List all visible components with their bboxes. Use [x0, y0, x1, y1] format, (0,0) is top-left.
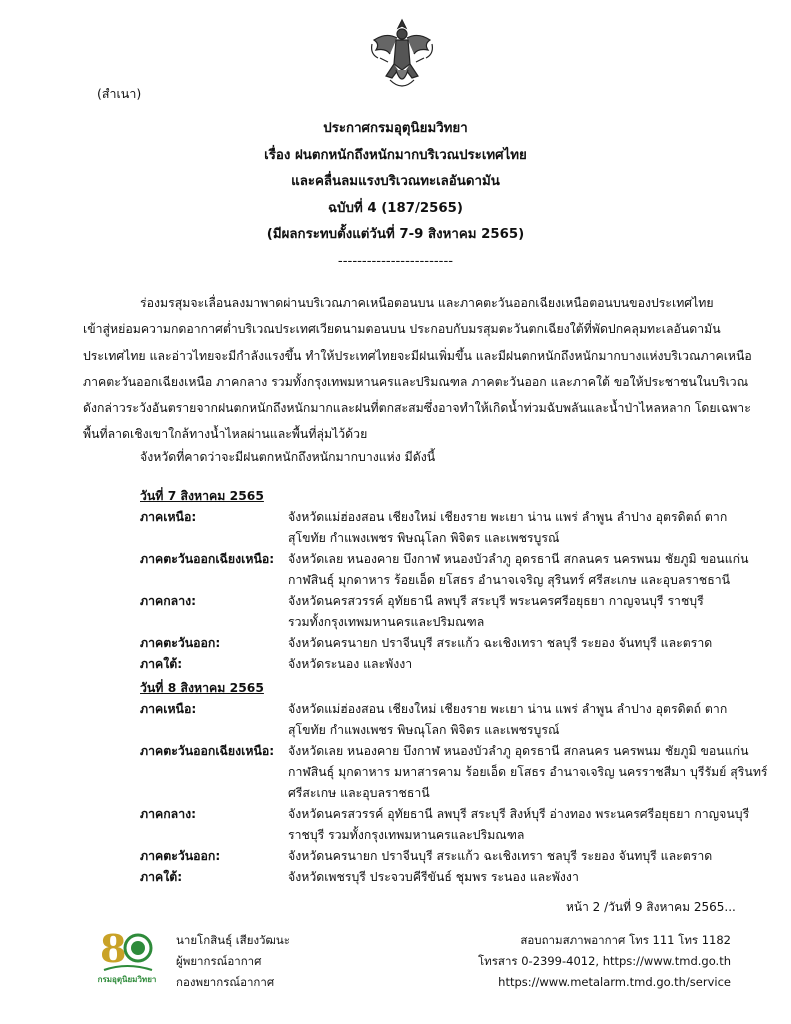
province-line: จังหวัดระนอง และพังงา — [288, 657, 413, 671]
contact-block — [478, 930, 731, 993]
body-line: พื้นที่ลาดเชิงเขาใกล้ทางน้ำไหลผ่านและพื้นที่ลุ่มไว้ด้วย — [83, 427, 368, 442]
region-label: ภาคตะวันออก: — [140, 849, 221, 863]
province-line: จังหวัดนครสวรรค์ อุทัยธานี ลพบุรี สระบุรี สิงห์บุรี อ่างทอง พระนครศรีอยุธยา กาญจนบุรี — [288, 807, 750, 821]
day-section — [140, 486, 749, 675]
day-title: วันที่ 8 สิงหาคม 2565 — [140, 681, 264, 695]
signer-division: กองพยากรณ์อากาศ — [176, 975, 275, 989]
title-agency: ประกาศกรมอุตุนิยมวิทยา — [323, 121, 468, 136]
province-line: จังหวัดแม่ฮ่องสอน เชียงใหม่ เชียงราย พะเยา น่าน แพร่ ลำพูน ลำปาง อุตรดิตถ์ ตาก — [288, 510, 728, 524]
body-paragraph — [83, 290, 752, 448]
title-effective-dates: (มีผลกระทบตั้งแต่วันที่ 7-9 สิงหาคม 2565) — [266, 227, 525, 242]
region-row — [140, 846, 730, 867]
region-row — [140, 741, 768, 804]
body-line: ประเทศไทย และอ่าวไทยจะมีกำลังแรงขึ้น ทำให้ประเทศไทยจะมีฝนเพิ่มขึ้น และมีฝนตกหนักถึงหนักมากบางแห่งบริเวณภาคเหนือ — [83, 348, 752, 363]
region-row — [140, 804, 750, 846]
region-row — [140, 633, 730, 654]
region-label: ภาคเหนือ: — [140, 702, 197, 716]
body-line: ร่องมรสุมจะเลื่อนลงมาพาดผ่านบริเวณภาคเหนือตอนบน และภาคตะวันออกเฉียงเหนือตอนบนของประเทศไทย — [140, 296, 714, 310]
region-label: ภาคตะวันออกเฉียงเหนือ: — [140, 744, 275, 758]
logo-text: กรมอุตุนิยมวิทยา — [97, 975, 157, 984]
title-issue-number: ฉบับที่ 4 (187/2565) — [328, 200, 463, 216]
province-line: จังหวัดนครนายก ปราจีนบุรี สระแก้ว ฉะเชิงเทรา ชลบุรี ระยอง จันทบุรี และตราด — [288, 636, 713, 650]
region-provinces — [288, 741, 768, 804]
provinces-intro: จังหวัดที่คาดว่าจะมีฝนตกหนักถึงหนักมากบางแห่ง มีดังนี้ — [140, 450, 436, 464]
province-line: รวมทั้งกรุงเทพมหานครและปริมณฑล — [288, 615, 485, 629]
body-line: ภาคตะวันออกเฉียงเหนือ ภาคกลาง รวมทั้งกรุงเทพมหานครและปริมณฑล ภาคตะวันออก และภาคใต้ ขอให้ประชาชนในบริเวณ — [83, 374, 749, 389]
tmd-80th-anniversary-logo-icon — [94, 922, 160, 988]
contact-fax-website: โทรสาร 0-2399-4012, https://www.tmd.go.th — [478, 954, 731, 968]
copy-label: (สำเนา) — [97, 86, 142, 101]
province-line: จังหวัดแม่ฮ่องสอน เชียงใหม่ เชียงราย พะเยา น่าน แพร่ ลำพูน ลำปาง อุตรดิตถ์ ตาก — [288, 702, 728, 716]
title-subject: เรื่อง ฝนตกหนักถึงหนักมากบริเวณประเทศไทย — [264, 147, 527, 163]
province-line: กาฬสินธุ์ มุกดาหาร มหาสารคาม ร้อยเอ็ด ยโสธร อำนาจเจริญ นครราชสีมา บุรีรัมย์ สุรินทร์ — [288, 765, 768, 779]
region-label: ภาคใต้: — [140, 870, 183, 884]
announcement-title — [0, 116, 791, 275]
region-row — [140, 549, 749, 591]
region-provinces — [288, 507, 730, 549]
next-page-note: หน้า 2 /วันที่ 9 สิงหาคม 2565... — [566, 900, 736, 914]
garuda-emblem-icon — [366, 14, 438, 94]
province-line: สุโขทัย กำแพงเพชร พิษณุโลก พิจิตร และเพชรบูรณ์ — [288, 531, 560, 545]
region-provinces — [288, 654, 730, 675]
province-line: จังหวัดเลย หนองคาย บึงกาฬ หนองบัวลำภู อุดรธานี สกลนคร นครพนม ชัยภูมิ ขอนแก่น — [288, 744, 749, 758]
region-label: ภาคตะวันออกเฉียงเหนือ: — [140, 552, 275, 566]
region-provinces — [288, 699, 730, 741]
region-label: ภาคกลาง: — [140, 594, 197, 608]
region-provinces — [288, 804, 749, 846]
region-provinces — [288, 549, 749, 591]
region-label: ภาคเหนือ: — [140, 510, 197, 524]
title-divider: ------------------------ — [337, 253, 454, 269]
contact-phone: สอบถามสภาพอากาศ โทร 111 โทร 1182 — [520, 933, 731, 947]
region-row — [140, 654, 730, 675]
region-row — [140, 867, 730, 888]
region-label: ภาคกลาง: — [140, 807, 197, 821]
region-label: ภาคตะวันออก: — [140, 636, 221, 650]
title-subject-cont: และคลื่นลมแรงบริเวณทะเลอันดามัน — [291, 174, 500, 189]
svg-text:8: 8 — [100, 926, 127, 971]
region-provinces — [288, 846, 730, 867]
signer-block — [176, 930, 290, 993]
body-line: ดังกล่าวระวังอันตรายจากฝนตกหนักถึงหนักมากและฝนที่ตกสะสมซึ่งอาจทำให้เกิดน้ำท่วมฉับพลันและน้ำป่าไหลหลาก โดยเฉพาะ — [83, 401, 751, 416]
province-line: ราชบุรี รวมทั้งกรุงเทพมหานครและปริมณฑล — [288, 828, 525, 842]
signer-name: นายโกสินธุ์ เสียงวัฒนะ — [176, 933, 290, 947]
province-line: จังหวัดเพชรบุรี ประจวบคีรีขันธ์ ชุมพร ระนอง และพังงา — [288, 870, 579, 884]
province-line: ศรีสะเกษ และอุบลราชธานี — [288, 786, 430, 800]
signer-title: ผู้พยากรณ์อากาศ — [176, 954, 262, 968]
region-row — [140, 591, 730, 633]
day-title: วันที่ 7 สิงหาคม 2565 — [140, 489, 264, 503]
province-line: จังหวัดเลย หนองคาย บึงกาฬ หนองบัวลำภู อุดรธานี สกลนคร นครพนม ชัยภูมิ ขอนแก่น — [288, 552, 749, 566]
province-line: สุโขทัย กำแพงเพชร พิษณุโลก พิจิตร และเพชรบูรณ์ — [288, 723, 560, 737]
day-section — [140, 678, 768, 888]
region-row — [140, 699, 730, 741]
province-line: จังหวัดนครสวรรค์ อุทัยธานี ลพบุรี สระบุรี พระนครศรีอยุธยา กาญจนบุรี ราชบุรี — [288, 594, 704, 608]
contact-service-link[interactable]: https://www.metalarm.tmd.go.th/service — [498, 975, 731, 989]
region-provinces — [288, 633, 730, 654]
region-provinces — [288, 591, 730, 633]
body-line: เข้าสู่หย่อมความกดอากาศต่ำบริเวณประเทศเวียดนามตอนบน ประกอบกับมรสุมตะวันตกเฉียงใต้ที่พัดปกคลุมทะเลอันดามัน — [83, 322, 721, 337]
region-row — [140, 507, 730, 549]
region-label: ภาคใต้: — [140, 657, 183, 671]
region-provinces — [288, 867, 730, 888]
province-line: กาฬสินธุ์ มุกดาหาร ร้อยเอ็ด ยโสธร อำนาจเจริญ สุรินทร์ ศรีสะเกษ และอุบลราชธานี — [288, 573, 731, 587]
province-line: จังหวัดนครนายก ปราจีนบุรี สระแก้ว ฉะเชิงเทรา ชลบุรี ระยอง จันทบุรี และตราด — [288, 849, 713, 863]
